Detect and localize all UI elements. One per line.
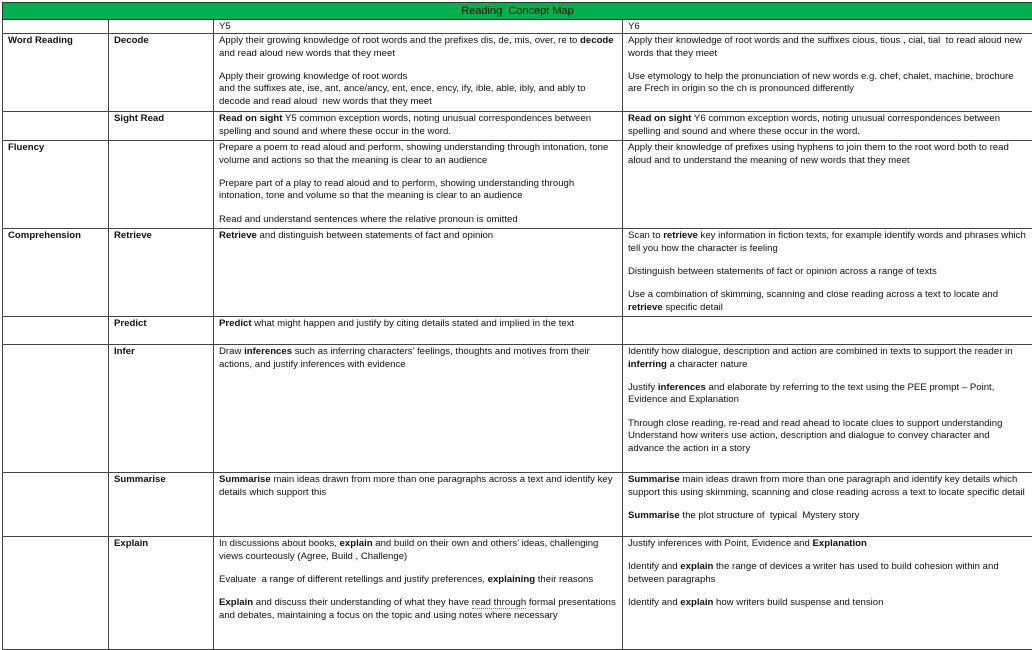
summarise-y5-para-1	[219, 474, 617, 499]
text-run: In discussions about books,	[219, 538, 340, 549]
text-run: the plot structure of typical Mystery story	[680, 510, 860, 521]
subcategory-explain: Explain	[109, 537, 214, 650]
bold-run: Explain	[219, 597, 253, 608]
text-run: Evaluate a range of different retellings and justify preferences,	[219, 574, 488, 585]
text-run: and distinguish between statements of fact and opinion	[257, 230, 493, 241]
decode-y5-para-1	[219, 35, 617, 60]
bold-run: decode	[580, 35, 614, 46]
bold-run: Read on sight	[219, 113, 282, 124]
text-run: and discuss their understanding of what they have	[253, 597, 472, 608]
bold-run: Summarise	[219, 474, 271, 485]
bold-run: explain	[680, 597, 713, 608]
explain-y5-para-2	[219, 574, 617, 587]
fluency-y6-cell	[623, 141, 1032, 229]
text-run: the range of devices a writer has used to build cohesion within and between paragraphs	[628, 561, 1001, 585]
bold-run: explain	[680, 561, 713, 572]
subcategory-retrieve: Retrieve	[109, 229, 214, 317]
decode-y5-para-2	[219, 71, 617, 84]
text-run: formal presentations and debates, maintaining a focus on the topic and using notes where necessary	[219, 597, 618, 621]
fluency-y5-para-1	[219, 142, 617, 167]
text-run: main ideas drawn from more than one paragraphs across a text and identify key details which support this	[219, 474, 615, 498]
decode-y5-para-3	[219, 83, 617, 108]
row-predict	[3, 317, 1032, 345]
row-fluency	[3, 141, 1032, 229]
bold-run: Retrieve	[219, 230, 257, 241]
text-run: Apply their knowledge of root words and the suffixes cious, tious , cial, tial to read aloud new words that they meet	[628, 35, 1025, 59]
explain-y5-para-3	[219, 597, 617, 622]
predict-y5-para-1	[219, 318, 617, 331]
header-blank-2	[109, 20, 214, 34]
infer-y6-para-1	[628, 346, 1027, 371]
fluency-y6-para-1	[628, 142, 1027, 167]
reading-concept-map-document	[2, 2, 1032, 650]
subcategory-blank	[109, 141, 214, 229]
text-run: Use a combination of skimming, scanning and close reading across a text to locate and	[628, 289, 1001, 300]
summarise-y6-para-2	[628, 510, 1027, 523]
explain-y6-para-2	[628, 561, 1027, 586]
text-run: Read and understand sentences where the relative pronoun is omitted	[219, 214, 518, 225]
infer-y5-para-1	[219, 346, 617, 371]
retrieve-y5-para-1	[219, 230, 617, 243]
text-run: Identify and	[628, 561, 680, 572]
infer-y6-para-3	[628, 418, 1027, 431]
row-decode	[3, 34, 1032, 112]
bold-run: Summarise	[628, 510, 680, 521]
category-blank	[3, 112, 109, 141]
text-run: what might happen and justify by citing details stated and implied in the text	[252, 318, 575, 329]
text-run: Distinguish between statements of fact or opinion across a range of texts	[628, 266, 937, 277]
text-run: Through close reading, re-read and read ahead to locate clues to support understanding	[628, 418, 1002, 429]
sight-read-y5-para-1	[219, 113, 617, 138]
text-run: Understand how writers use action, description and dialogue to convey character and advance the action in a story	[628, 430, 992, 454]
text-run: Apply their growing knowledge of root words	[219, 71, 407, 82]
text-run: Identify how dialogue, description and action are combined in texts to support the reader in	[628, 346, 1015, 357]
infer-y5-cell	[214, 345, 623, 473]
sight-read-y6-cell	[623, 112, 1032, 141]
category-blank	[3, 537, 109, 650]
decode-y6-para-2	[628, 71, 1027, 96]
text-run: Draw	[219, 346, 244, 357]
fluency-y5-para-3	[219, 214, 617, 227]
text-run: Use etymology to help the pronunciation of new words e.g. chef, chalet, machine, brochure are Frech in origin so the ch is pronounced differently	[628, 71, 1016, 95]
bold-run: inferring	[628, 359, 667, 370]
text-run: Y5 common exception words, noting unusual correspondences between spelling and sound and where these occur in the word.	[219, 113, 594, 137]
subcategory-sight-read: Sight Read	[109, 112, 214, 141]
text-run: Apply their knowledge of prefixes using hyphens to join them to the root word both to read aloud and to understand the meaning of new words that they meet	[628, 142, 1011, 166]
header-y5: Y5	[214, 20, 623, 34]
summarise-y6-para-1	[628, 474, 1027, 499]
decode-y6-para-1	[628, 35, 1027, 60]
predict-y5-cell	[214, 317, 623, 345]
text-run: Y6 common exception words, noting unusual correspondences between spelling and sound and where these occur in the word.	[628, 113, 1003, 137]
bold-run: inferences	[244, 346, 292, 357]
fluency-y5-para-2	[219, 178, 617, 203]
concept-map-table	[2, 2, 1032, 650]
fluency-y5-cell	[214, 141, 623, 229]
text-run: main ideas drawn from more than one paragraph and identify key details which support this using skimming, scanning and close reading across a text to locate specific detail	[628, 474, 1025, 498]
explain-y5-para-1	[219, 538, 617, 563]
retrieve-y5-cell	[214, 229, 623, 317]
summarise-y5-cell	[214, 473, 623, 537]
category-comprehension: Comprehension	[3, 229, 109, 317]
text-run: Identify and	[628, 597, 680, 608]
bold-run: retrieve	[628, 302, 663, 313]
text-run: and build on their own and others’ ideas, challenging views courteously (Agree, Build , Challenge)	[219, 538, 601, 562]
subcategory-summarise: Summarise	[109, 473, 214, 537]
infer-y6-cell	[623, 345, 1032, 473]
text-run: and the suffixes ate, ise, ant, ance/ancy, ent, ence, ency, ify, ible, able, ibly, and ably to decode and read aloud new words that they meet	[219, 83, 588, 107]
category-fluency: Fluency	[3, 141, 109, 229]
explain-y6-para-3	[628, 597, 1027, 610]
text-run: a character nature	[667, 359, 748, 370]
row-explain	[3, 537, 1032, 650]
header-blank-1	[3, 20, 109, 34]
table-title	[3, 3, 1032, 20]
summarise-y6-cell	[623, 473, 1032, 537]
row-infer	[3, 345, 1032, 473]
bold-run: inferences	[658, 382, 706, 393]
text-run: key information in fiction texts, for example identify words and phrases which tell you how the character is feeling	[628, 230, 1029, 254]
text-run: Apply their growing knowledge of root words and the prefixes dis, de, mis, over, re to	[219, 35, 580, 46]
text-run: such as inferring characters’ feelings, thoughts and motives from their actions, and justify inferences with evidence	[219, 346, 592, 370]
category-word-reading: Word Reading	[3, 34, 109, 112]
bold-run: Predict	[219, 318, 252, 329]
bold-run: Read on sight	[628, 113, 691, 124]
title-text: Reading Concept Map	[461, 5, 574, 17]
text-run: and read aloud new words that they meet	[219, 35, 616, 59]
retrieve-y6-para-3	[628, 289, 1027, 314]
row-summarise	[3, 473, 1032, 537]
category-blank	[3, 317, 109, 345]
category-blank	[3, 345, 109, 473]
retrieve-y6-cell	[623, 229, 1032, 317]
bold-run: retrieve	[663, 230, 698, 241]
subcategory-infer: Infer	[109, 345, 214, 473]
text-run: their reasons	[535, 574, 593, 585]
text-run: and elaborate by referring to the text using the PEE prompt – Point, Evidence and Explanation	[628, 382, 997, 406]
retrieve-y6-para-2	[628, 266, 1027, 279]
decode-y5-cell	[214, 34, 623, 112]
bold-run: Explanation	[813, 538, 867, 549]
bold-run: explaining	[488, 574, 535, 585]
text-run: Justify inferences with Point, Evidence and	[628, 538, 813, 549]
retrieve-y6-para-1	[628, 230, 1027, 255]
sight-read-y5-cell	[214, 112, 623, 141]
decode-y6-cell	[623, 34, 1032, 112]
sight-read-y6-para-1	[628, 113, 1027, 138]
category-blank	[3, 473, 109, 537]
predict-y6-cell-empty	[623, 317, 1032, 345]
underlined-run: read through	[472, 597, 526, 609]
subcategory-predict: Predict	[109, 317, 214, 345]
header-row	[3, 20, 1032, 34]
text-run: specific detail	[663, 302, 723, 313]
text-run: how writers build suspense and tension	[713, 597, 883, 608]
row-sight-read	[3, 112, 1032, 141]
header-y6: Y6	[623, 20, 1032, 34]
bold-run: Summarise	[628, 474, 680, 485]
row-retrieve	[3, 229, 1032, 317]
text-run: Prepare part of a play to read aloud and to perform, showing understanding through intonation, tone and volume so that the meaning is clear to an audience	[219, 178, 577, 202]
infer-y6-para-2	[628, 382, 1027, 407]
text-run: Prepare a poem to read aloud and perform, showing understanding through intonation, tone volume and actions so that the meaning is clear to an audience	[219, 142, 614, 166]
explain-y6-cell	[623, 537, 1032, 650]
explain-y5-cell	[214, 537, 623, 650]
text-run: Justify	[628, 382, 658, 393]
text-run: Scan to	[628, 230, 663, 241]
infer-y6-para-4	[628, 430, 1027, 455]
bold-run: explain	[340, 538, 373, 549]
title-row	[3, 3, 1032, 20]
explain-y6-para-1	[628, 538, 1027, 551]
subcategory-decode: Decode	[109, 34, 214, 112]
